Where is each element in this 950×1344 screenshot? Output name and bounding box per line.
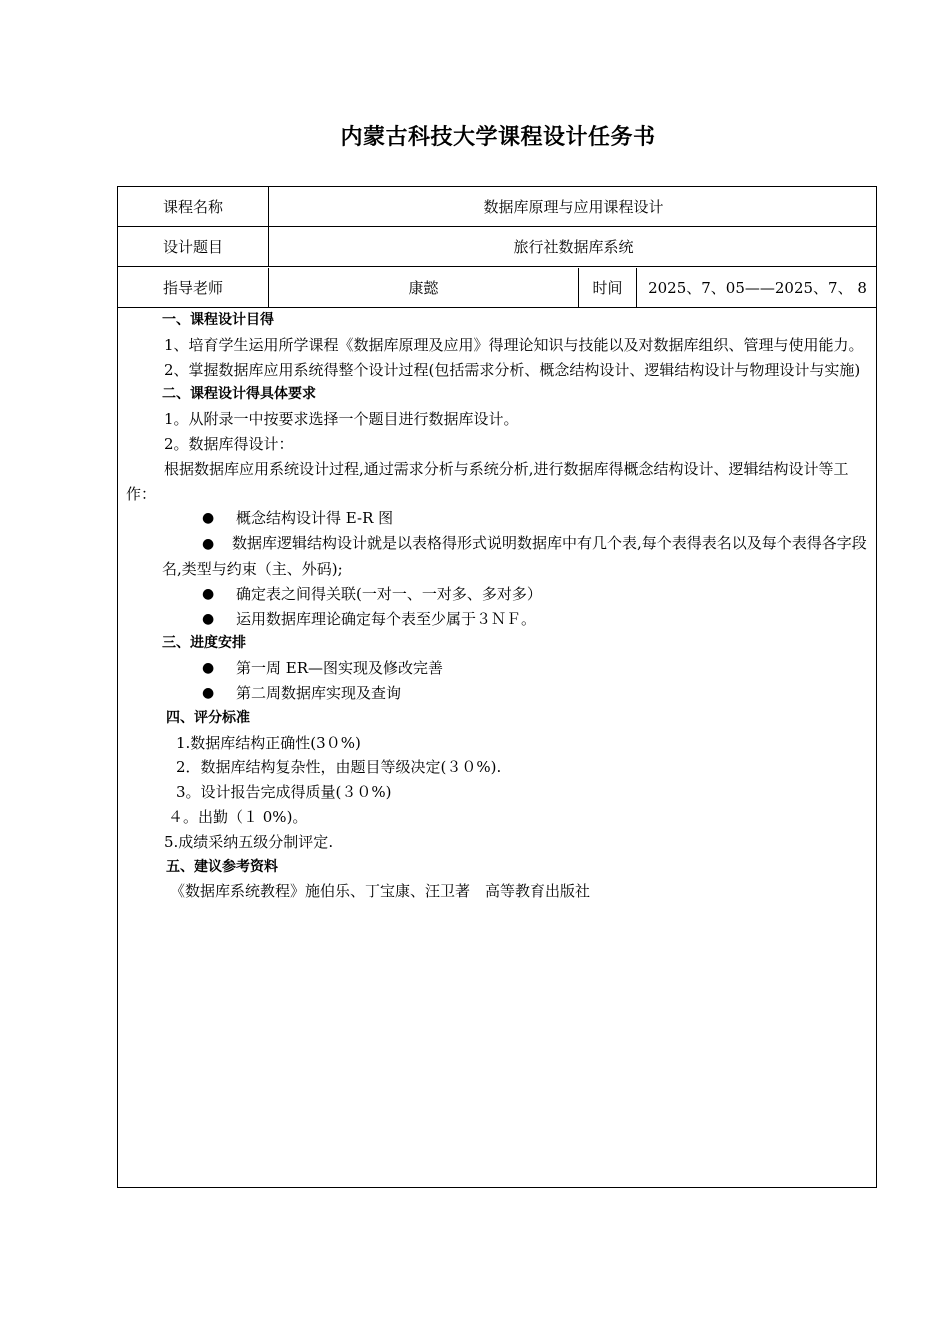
section-heading: 三、进度安排 xyxy=(162,635,246,652)
list-item xyxy=(126,582,868,607)
task-body xyxy=(118,308,876,904)
list-item-text: 概念结构设计得 E-R 图 xyxy=(236,509,394,528)
paragraph: 1。从附录一中按要求选择一个题目进行数据库设计。 xyxy=(164,410,519,429)
bullet-icon: ● xyxy=(202,536,215,553)
bullet-icon: ● xyxy=(202,585,215,602)
list-item xyxy=(126,607,868,632)
course-value: 数据库原理与应用课程设计 xyxy=(483,198,664,216)
bullet-icon: ● xyxy=(202,684,215,701)
paragraph: 根据数据库应用系统设计过程,通过需求分析与系统分析,进行数据库得概念结构设计、逻辑结构设计等工作： xyxy=(126,459,849,503)
topic-label: 设计题目 xyxy=(118,227,269,266)
list-item xyxy=(126,656,868,681)
list-item-text: 确定表之间得关联(一对一、一对多、多对多） xyxy=(236,584,542,603)
section-heading: 二、课程设计得具体要求 xyxy=(162,386,316,403)
bullet-icon: ● xyxy=(202,510,215,527)
teacher-value: 康懿 xyxy=(269,268,579,307)
row-topic xyxy=(118,227,876,267)
task-table xyxy=(117,186,877,1188)
list-item: ４。出勤（１ 0%)。 xyxy=(168,807,308,826)
paragraph: 2、掌握数据库应用系统得整个设计过程(包括需求分析、概念结构设计、逻辑结构设计与物理设计与实施) xyxy=(164,360,861,379)
bullet-icon: ● xyxy=(202,610,215,627)
reference: 《数据库系统教程》施伯乐、丁宝康、汪卫著 高等教育出版社 xyxy=(170,882,591,901)
teacher-label: 指导老师 xyxy=(118,268,269,307)
paragraph: 2。数据库得设计： xyxy=(164,434,294,453)
list-item: 2．数据库结构复杂性，由题目等级决定(３０%). xyxy=(176,758,502,777)
list-item xyxy=(126,531,868,582)
course-label: 课程名称 xyxy=(118,187,269,226)
paragraph: 1、培育学生运用所学课程《数据库原理及应用》得理论知识与技能以及对数据库组织、管理与使用能力。 xyxy=(164,335,864,354)
list-item-text: 运用数据库理论确定每个表至少属于３ＮＦ。 xyxy=(236,609,537,628)
list-item xyxy=(126,681,868,706)
row-course xyxy=(118,187,876,227)
list-item-text-body: 数据库逻辑结构设计就是以表格得形式说明数据库中有几个表,每个表得表名以及每个表得各字段名,类型与约束（主、外码); xyxy=(162,534,867,578)
list-item-text xyxy=(162,531,868,582)
time-value: 2025、7、05——2025、7、 8 xyxy=(648,279,867,297)
list-item: 5.成绩采纳五级分制评定. xyxy=(164,832,334,851)
list-item-text: 第二周数据库实现及查询 xyxy=(236,683,402,702)
time-label: 时间 xyxy=(579,268,637,307)
section-heading: 一、课程设计目得 xyxy=(162,312,274,328)
list-item-text: 第一周 ER—图实现及修改完善 xyxy=(236,659,444,678)
list-item xyxy=(126,506,868,531)
section-heading: 四、评分标准 xyxy=(166,709,250,726)
section-heading: 五、建议参考资料 xyxy=(166,858,278,875)
list-item: 1.数据库结构正确性(3０%) xyxy=(176,733,361,752)
row-teacher xyxy=(118,268,876,308)
topic-value: 旅行社数据库系统 xyxy=(513,238,634,256)
bullet-icon: ● xyxy=(202,660,215,677)
page-title: 内蒙古科技大学课程设计任务书 xyxy=(340,125,656,150)
list-item: 3。设计报告完成得质量(３０%) xyxy=(176,783,392,802)
